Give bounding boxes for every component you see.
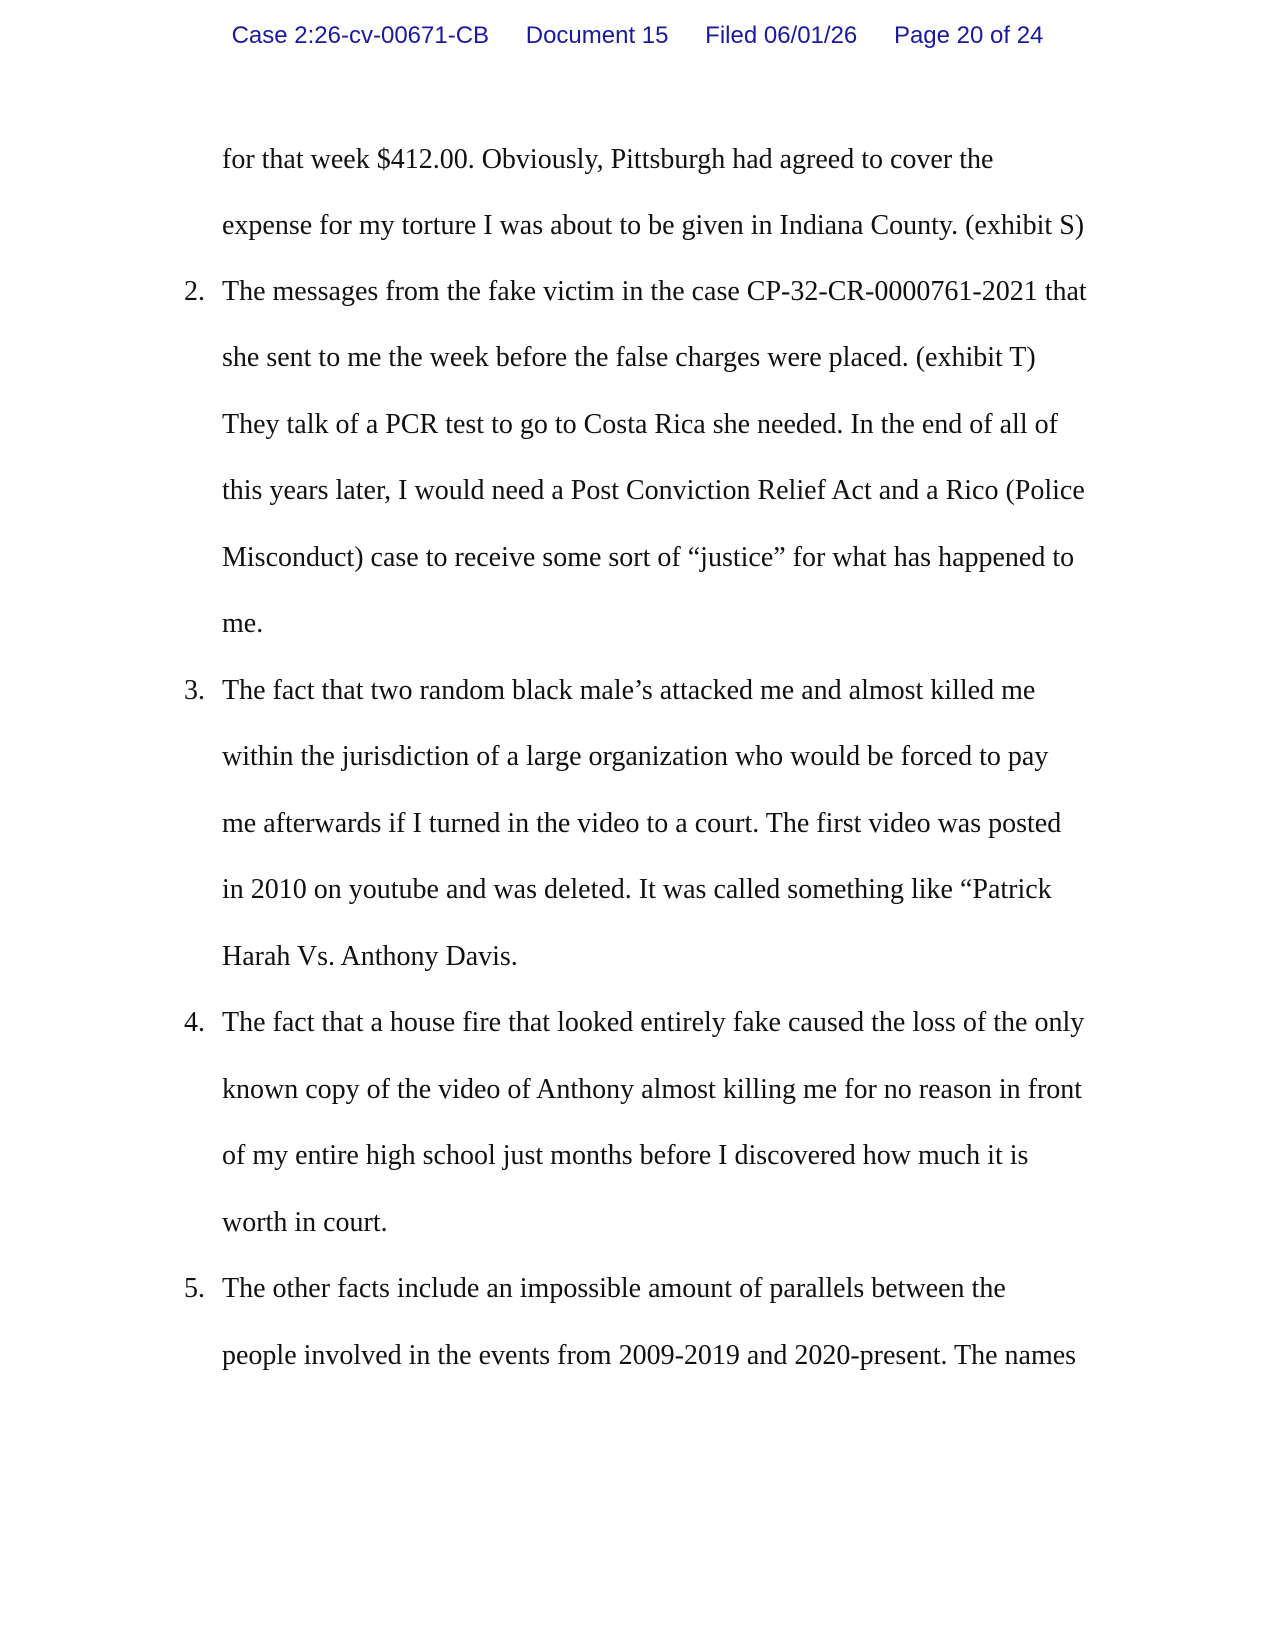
list-item-line: Misconduct) case to receive some sort of “justice” for what has happened to [222,542,1075,573]
list-item-line: The other facts include an impossible amount of parallels between the [222,1273,1006,1304]
list-item-number: 2. [184,276,205,307]
list-item-line: The fact that two random black male’s attacked me and almost killed me [222,675,1036,706]
list-item-line: worth in court. [222,1207,388,1238]
list-item-line: of my entire high school just months before I discovered how much it is [222,1140,1029,1171]
continuation-line: expense for my torture I was about to be given in Indiana County. (exhibit S) [222,210,1085,241]
list-item-line: me afterwards if I turned in the video to a court. The first video was posted [222,808,1062,839]
filed-date: Filed 06/01/26 [705,22,858,49]
continuation-line: for that week $412.00. Obviously, Pittsburgh had agreed to cover the [222,144,994,175]
case-header [0,22,1275,50]
list-item-number: 4. [184,1007,205,1038]
list-item-line: within the jurisdiction of a large organization who would be forced to pay [222,741,1049,772]
list-item-line: The messages from the fake victim in the case CP-32-CR-0000761-2021 that [222,276,1087,307]
list-item-number: 3. [184,675,205,706]
list-item-line: in 2010 on youtube and was deleted. It was called something like “Patrick [222,874,1052,905]
document-number: Document 15 [525,22,669,49]
list-item-line: The fact that a house fire that looked entirely fake caused the loss of the only [222,1007,1085,1038]
list-item-number: 5. [184,1273,205,1304]
list-item-line: people involved in the events from 2009-2019 and 2020-present. The names [222,1340,1077,1371]
list-item-line: known copy of the video of Anthony almost killing me for no reason in front [222,1074,1083,1105]
list-item-line: this years later, I would need a Post Conviction Relief Act and a Rico (Police [222,475,1085,506]
list-item-line: They talk of a PCR test to go to Costa Rica she needed. In the end of all of [222,409,1058,440]
page-number: Page 20 of 24 [893,22,1044,49]
list-item-line: Harah Vs. Anthony Davis. [222,941,518,972]
list-item-line: she sent to me the week before the false charges were placed. (exhibit T) [222,342,1036,373]
case-number: Case 2:26-cv-00671-CB [231,22,490,49]
list-item-line: me. [222,608,264,639]
